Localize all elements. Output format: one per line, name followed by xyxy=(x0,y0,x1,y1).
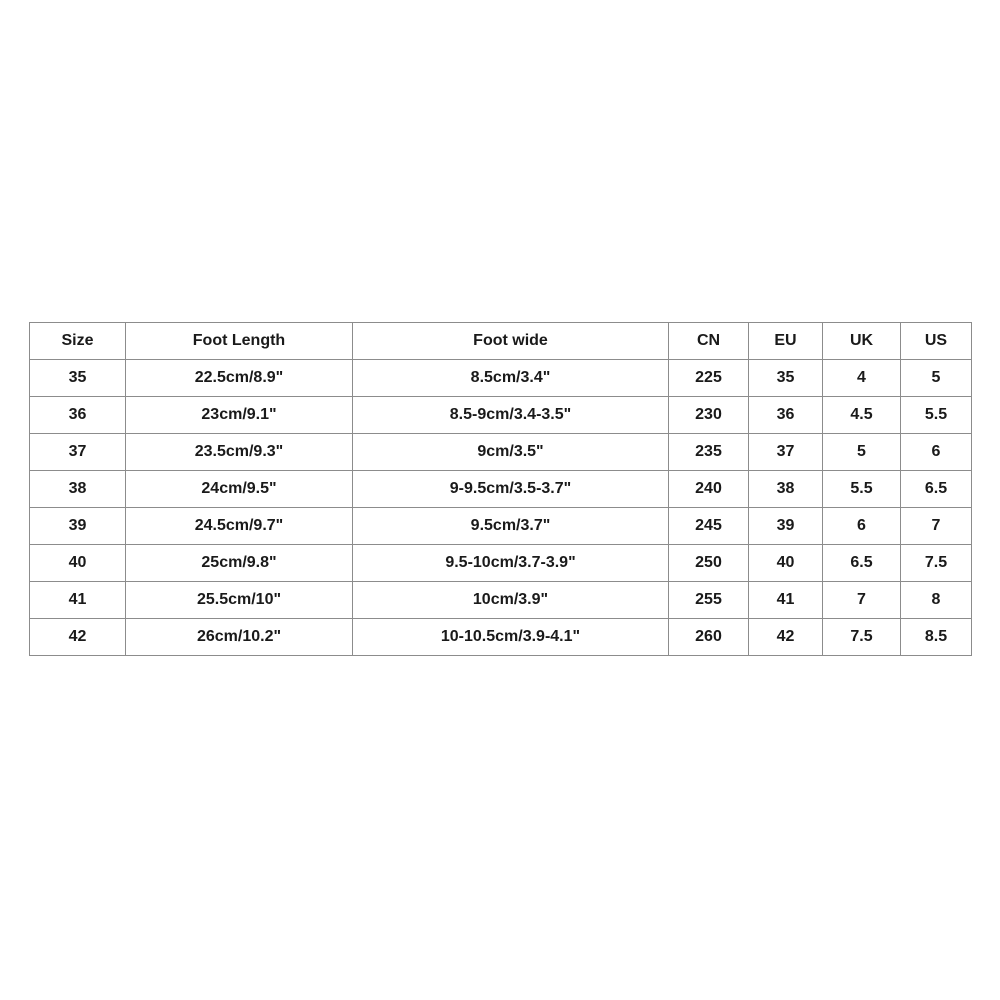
cell-foot-wide: 9cm/3.5" xyxy=(353,434,669,471)
table-body xyxy=(30,360,972,656)
table-row xyxy=(30,360,972,397)
cell-foot-wide: 9.5-10cm/3.7-3.9" xyxy=(353,545,669,582)
cell-uk: 7.5 xyxy=(823,619,901,656)
cell-uk: 4 xyxy=(823,360,901,397)
cell-size: 41 xyxy=(30,582,126,619)
cell-foot-length: 22.5cm/8.9" xyxy=(126,360,353,397)
cell-uk: 5.5 xyxy=(823,471,901,508)
size-chart-table xyxy=(29,322,972,656)
cell-foot-length: 23cm/9.1" xyxy=(126,397,353,434)
header-row xyxy=(30,323,972,360)
cell-foot-length: 26cm/10.2" xyxy=(126,619,353,656)
cell-us: 7 xyxy=(901,508,972,545)
cell-eu: 38 xyxy=(749,471,823,508)
cell-uk: 5 xyxy=(823,434,901,471)
cell-eu: 40 xyxy=(749,545,823,582)
cell-cn: 250 xyxy=(669,545,749,582)
cell-size: 40 xyxy=(30,545,126,582)
cell-size: 42 xyxy=(30,619,126,656)
cell-size: 35 xyxy=(30,360,126,397)
cell-foot-length: 25.5cm/10" xyxy=(126,582,353,619)
cell-eu: 37 xyxy=(749,434,823,471)
cell-uk: 6 xyxy=(823,508,901,545)
cell-eu: 36 xyxy=(749,397,823,434)
cell-eu: 35 xyxy=(749,360,823,397)
header-eu: EU xyxy=(749,323,823,360)
cell-foot-length: 23.5cm/9.3" xyxy=(126,434,353,471)
cell-eu: 42 xyxy=(749,619,823,656)
cell-foot-wide: 8.5-9cm/3.4-3.5" xyxy=(353,397,669,434)
cell-size: 38 xyxy=(30,471,126,508)
cell-cn: 260 xyxy=(669,619,749,656)
cell-size: 37 xyxy=(30,434,126,471)
cell-foot-length: 25cm/9.8" xyxy=(126,545,353,582)
table-row xyxy=(30,582,972,619)
cell-cn: 255 xyxy=(669,582,749,619)
table-row xyxy=(30,545,972,582)
table-row xyxy=(30,508,972,545)
cell-eu: 41 xyxy=(749,582,823,619)
cell-foot-wide: 9.5cm/3.7" xyxy=(353,508,669,545)
cell-cn: 240 xyxy=(669,471,749,508)
cell-eu: 39 xyxy=(749,508,823,545)
cell-us: 6.5 xyxy=(901,471,972,508)
cell-cn: 235 xyxy=(669,434,749,471)
cell-foot-wide: 8.5cm/3.4" xyxy=(353,360,669,397)
cell-us: 7.5 xyxy=(901,545,972,582)
cell-foot-wide: 10-10.5cm/3.9-4.1" xyxy=(353,619,669,656)
header-cn: CN xyxy=(669,323,749,360)
table-row xyxy=(30,397,972,434)
header-size: Size xyxy=(30,323,126,360)
cell-foot-wide: 10cm/3.9" xyxy=(353,582,669,619)
cell-uk: 6.5 xyxy=(823,545,901,582)
cell-uk: 4.5 xyxy=(823,397,901,434)
cell-us: 8.5 xyxy=(901,619,972,656)
cell-foot-wide: 9-9.5cm/3.5-3.7" xyxy=(353,471,669,508)
header-uk: UK xyxy=(823,323,901,360)
table-row xyxy=(30,619,972,656)
cell-foot-length: 24cm/9.5" xyxy=(126,471,353,508)
cell-us: 6 xyxy=(901,434,972,471)
table-row xyxy=(30,471,972,508)
cell-size: 39 xyxy=(30,508,126,545)
cell-us: 5 xyxy=(901,360,972,397)
cell-cn: 225 xyxy=(669,360,749,397)
header-foot-length: Foot Length xyxy=(126,323,353,360)
cell-cn: 245 xyxy=(669,508,749,545)
header-foot-wide: Foot wide xyxy=(353,323,669,360)
cell-uk: 7 xyxy=(823,582,901,619)
header-us: US xyxy=(901,323,972,360)
cell-us: 8 xyxy=(901,582,972,619)
cell-foot-length: 24.5cm/9.7" xyxy=(126,508,353,545)
table-row xyxy=(30,434,972,471)
cell-cn: 230 xyxy=(669,397,749,434)
cell-size: 36 xyxy=(30,397,126,434)
table-header xyxy=(30,323,972,360)
cell-us: 5.5 xyxy=(901,397,972,434)
